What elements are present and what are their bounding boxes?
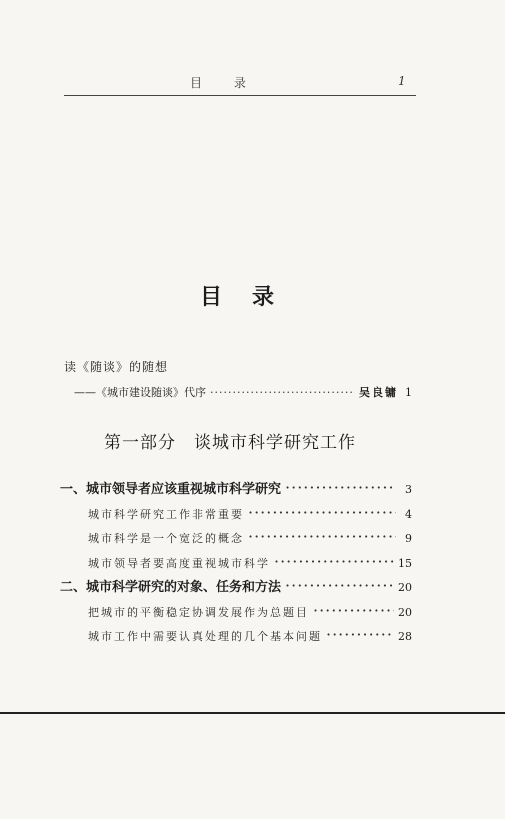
intro-entry-author: 吴良镛	[359, 386, 398, 399]
toc-entry-page: 20	[398, 605, 412, 619]
toc-entry-label: 一、城市领导者应该重视城市科学研究	[60, 482, 282, 497]
bottom-rule	[0, 712, 505, 714]
toc-entry	[60, 503, 412, 528]
dot-leader	[248, 527, 396, 546]
toc-entry-section-1	[60, 478, 412, 503]
toc-entry-page: 20	[398, 581, 412, 594]
toc-entry-label: 城市领导者要高度重视城市科学	[88, 556, 270, 570]
header-rule	[64, 95, 416, 96]
toc-entry-page: 15	[398, 556, 412, 570]
page-title: 目录	[200, 285, 305, 310]
intro-entry-subtitle-row	[74, 384, 412, 400]
dot-leader	[313, 601, 394, 620]
toc-entry	[60, 552, 412, 577]
toc-entry-page: 4	[405, 507, 412, 521]
toc-entry	[60, 625, 412, 650]
dot-leader	[248, 503, 396, 522]
intro-entry-subtitle: ——《城市建设随谈》代序	[74, 386, 206, 399]
dot-leader	[285, 576, 394, 595]
toc-entry	[60, 527, 412, 552]
toc-entry-label: 城市科学是一个宽泛的概念	[88, 532, 244, 545]
part-heading: 第一部分 谈城市科学研究工作	[104, 433, 356, 453]
dot-leader	[274, 552, 394, 571]
toc-entry-page: 3	[405, 483, 412, 496]
dot-leader	[210, 386, 355, 399]
toc-entry-label: 城市科学研究工作非常重要	[88, 507, 244, 521]
toc-entry-section-2	[60, 576, 412, 601]
toc-entry-page: 9	[405, 532, 412, 545]
toc-entry-label: 城市工作中需要认真处理的几个基本问题	[88, 630, 322, 643]
toc-entry	[60, 601, 412, 626]
toc-entry-page: 28	[398, 630, 412, 643]
running-header-title: 目 录	[190, 76, 260, 90]
dot-leader	[326, 625, 394, 644]
intro-entry-page: 1	[405, 386, 412, 399]
intro-entry-title: 读《随谈》的随想	[64, 360, 169, 374]
running-header-page-number: 1	[398, 74, 406, 88]
toc-entry-label: 二、城市科学研究的对象、任务和方法	[60, 580, 282, 595]
toc-list	[60, 478, 412, 650]
toc-entry-label: 把城市的平衡稳定协调发展作为总题目	[88, 605, 309, 619]
dot-leader	[285, 478, 396, 497]
